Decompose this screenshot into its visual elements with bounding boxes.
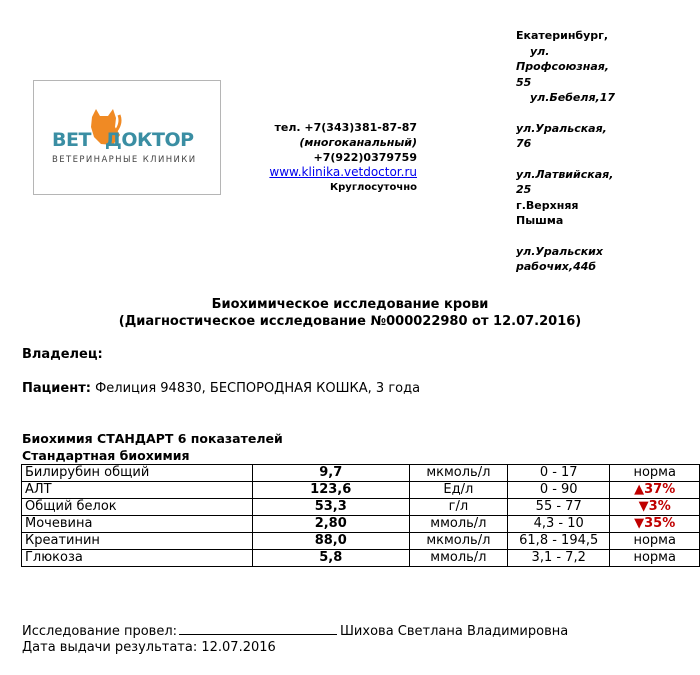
cell-value: 53,3 [252, 499, 409, 516]
cell-status: ▲37% [610, 482, 700, 499]
addresses-block [516, 28, 636, 275]
cell-status: норма [610, 465, 700, 482]
address-4a: ул.Латвийская, [516, 167, 614, 181]
cell-name: Билирубин общий [22, 465, 253, 482]
document-title [0, 296, 700, 330]
phone-note: (многоканальный) [299, 136, 417, 149]
cell-name: Глюкоза [22, 550, 253, 567]
cell-ref: 55 - 77 [508, 499, 610, 516]
patient-label: Пациент: [22, 381, 91, 396]
address-2: ул.Бебеля,17 [530, 91, 615, 104]
patient-info [22, 381, 420, 396]
cell-status: норма [610, 533, 700, 550]
cell-unit: мкмоль/л [409, 465, 507, 482]
conducted-name: Шихова Светлана Владимировна [340, 624, 569, 639]
address-city: Екатеринбург, [516, 29, 609, 42]
conducted-label: Исследование провел: [22, 624, 178, 639]
table-row [22, 499, 700, 516]
cell-unit: Ед/л [409, 482, 507, 499]
section-subtitle: Стандартная биохимия [22, 448, 190, 463]
address-5b: рабочих,44б [516, 260, 597, 273]
address-3a: ул.Уральская, [516, 121, 607, 135]
cell-status: ▼3% [610, 499, 700, 516]
phone-2: +7(922)0379759 [313, 151, 417, 164]
clinic-logo [33, 80, 221, 195]
logo-brand-part1: ВЕТ [52, 129, 91, 151]
patient-value: Фелиция 94830, БЕСПОРОДНАЯ КОШКА, 3 года [95, 381, 421, 396]
section-title: Биохимия СТАНДАРТ 6 показателей [22, 431, 283, 446]
address-1a: ул. [530, 44, 550, 58]
address-4b: 25 [516, 183, 532, 196]
title-line1: Биохимическое исследование крови [211, 297, 489, 312]
logo-brand-part2: ДОКТОР [104, 129, 194, 151]
cell-name: Общий белок [22, 499, 253, 516]
cell-name: АЛТ [22, 482, 253, 499]
table-row [22, 533, 700, 550]
cell-value: 5,8 [252, 550, 409, 567]
phone: тел. +7(343)381-87-87 [274, 121, 417, 134]
issue-date: Дата выдачи результата: 12.07.2016 [22, 640, 276, 655]
cell-name: Креатинин [22, 533, 253, 550]
owner-label: Владелец: [22, 347, 103, 362]
cell-value: 9,7 [252, 465, 409, 482]
cell-status: ▼35% [610, 516, 700, 533]
hours: Круглосуточно [329, 182, 417, 193]
cell-ref: 0 - 90 [508, 482, 610, 499]
cell-unit: г/л [409, 499, 507, 516]
cell-ref: 3,1 - 7,2 [508, 550, 610, 567]
cell-unit: ммоль/л [409, 516, 507, 533]
title-line2: (Диагностическое исследование №000022980 от 12.07.2016) [118, 314, 582, 329]
results-table [21, 464, 700, 567]
cell-value: 123,6 [252, 482, 409, 499]
address-city2b: Пышма [516, 214, 564, 227]
cell-ref: 61,8 - 194,5 [508, 533, 610, 550]
contacts-block [232, 120, 417, 195]
cell-ref: 4,3 - 10 [508, 516, 610, 533]
table-row [22, 516, 700, 533]
table-row [22, 482, 700, 499]
address-3b: 76 [516, 137, 532, 150]
logo-brand-name [52, 129, 194, 151]
cell-name: Мочевина [22, 516, 253, 533]
address-1c: 55 [516, 75, 532, 89]
cell-ref: 0 - 17 [508, 465, 610, 482]
website-link[interactable]: www.klinika.vetdoctor.ru [269, 165, 417, 179]
logo-subtitle: ВЕТЕРИНАРНЫЕ КЛИНИКИ [52, 155, 197, 165]
conducted-by [22, 622, 568, 639]
cell-value: 88,0 [252, 533, 409, 550]
cell-value: 2,80 [252, 516, 409, 533]
address-1b: Профсоюзная, [516, 60, 609, 73]
table-row [22, 465, 700, 482]
signature-line [179, 622, 337, 635]
cell-unit: мкмоль/л [409, 533, 507, 550]
cell-status: норма [610, 550, 700, 567]
address-city2a: г.Верхняя [516, 198, 579, 212]
cell-unit: ммоль/л [409, 550, 507, 567]
address-5a: ул.Уральских [516, 244, 603, 258]
table-row [22, 550, 700, 567]
